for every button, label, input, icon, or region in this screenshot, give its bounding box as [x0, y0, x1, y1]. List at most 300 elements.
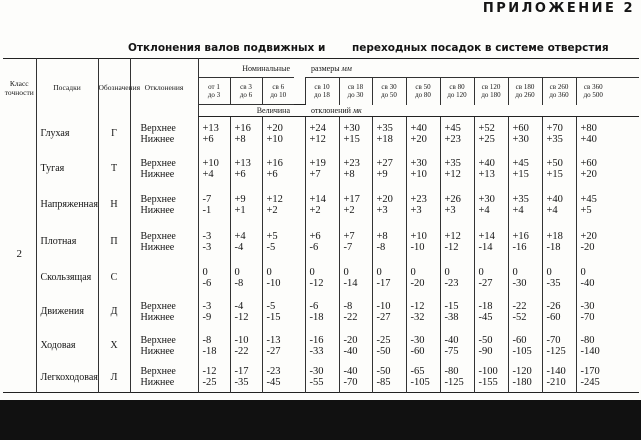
range-from: от 1 — [208, 83, 220, 91]
deviation-values — [262, 187, 294, 223]
lower-deviation: -35 — [234, 377, 249, 389]
upper-deviation: +13 — [202, 122, 219, 134]
deviation-values — [230, 329, 262, 363]
upper-deviation: +45 — [580, 193, 597, 205]
lower-deviation: -55 — [309, 377, 324, 389]
lower-deviation: -16 — [512, 241, 527, 253]
lower-deviation: -22 — [234, 345, 249, 357]
deviation-values — [339, 261, 372, 295]
deviation-values — [474, 151, 508, 187]
lower-deviation: -7 — [343, 241, 353, 253]
lower-deviation: -15 — [266, 311, 281, 323]
lower-deviation: -50 — [376, 345, 391, 357]
range-to: до 360 — [549, 91, 569, 100]
deviation-values — [230, 261, 262, 295]
deviation-values — [230, 295, 262, 329]
header-nominal-text: Номинальные — [242, 63, 290, 73]
lower-deviation: -10 — [410, 241, 425, 253]
deviations-table — [3, 58, 639, 393]
range-header — [576, 78, 610, 105]
upper-deviation: -80 — [444, 366, 459, 378]
deviation-lower-label: Нижнее — [140, 168, 175, 180]
deviation-values — [576, 329, 610, 363]
deviation-values — [339, 187, 372, 223]
deviation-upper-label: Верхнее — [140, 300, 176, 312]
range-to: до 120 — [447, 91, 467, 100]
lower-deviation: -27 — [478, 277, 493, 289]
upper-deviation: +60 — [580, 157, 597, 169]
range-header — [372, 78, 406, 105]
lower-deviation: +15 — [343, 133, 360, 145]
range-to: до 50 — [381, 91, 397, 100]
upper-deviation: +13 — [234, 157, 251, 169]
upper-deviation: -10 — [234, 334, 249, 346]
deviation-lower-label: Нижнее — [140, 241, 175, 253]
upper-deviation: +16 — [266, 157, 283, 169]
deviation-labels — [130, 187, 198, 223]
lower-deviation: -125 — [444, 377, 464, 389]
upper-deviation: -40 — [343, 366, 358, 378]
deviation-values — [198, 295, 230, 329]
lower-deviation: -14 — [478, 241, 493, 253]
deviation-values — [305, 223, 339, 261]
range-from: св 180 — [515, 83, 535, 92]
deviation-values — [474, 223, 508, 261]
upper-deviation: 0 — [580, 266, 586, 278]
deviation-values — [372, 223, 406, 261]
deviation-values — [576, 223, 610, 261]
deviation-values — [406, 261, 440, 295]
deviation-values — [262, 151, 294, 187]
deviation-lower-label: Нижнее — [140, 377, 175, 389]
deviation-values — [542, 261, 576, 295]
upper-deviation: -15 — [444, 300, 459, 312]
lower-deviation: -12 — [234, 311, 249, 323]
upper-deviation: 0 — [444, 266, 450, 278]
lower-deviation: -90 — [478, 345, 493, 357]
fit-name: Скользящая — [36, 261, 98, 295]
deviation-values — [542, 329, 576, 363]
lower-deviation: +6 — [202, 133, 214, 145]
upper-deviation: +80 — [580, 122, 597, 134]
fit-row — [3, 151, 639, 187]
lower-deviation: +12 — [309, 133, 326, 145]
lower-deviation: +4 — [546, 204, 558, 216]
lower-deviation: -14 — [343, 277, 358, 289]
range-to: до 30 — [347, 91, 364, 100]
deviation-values — [339, 223, 372, 261]
lower-deviation: +30 — [512, 133, 529, 145]
upper-deviation: +20 — [376, 193, 393, 205]
lower-deviation: -20 — [410, 277, 425, 289]
table-header — [3, 59, 639, 117]
deviation-values — [542, 151, 576, 187]
deviation-values — [440, 295, 474, 329]
lower-deviation: -5 — [266, 241, 276, 253]
upper-deviation: +10 — [410, 230, 427, 242]
lower-deviation: -105 — [410, 377, 430, 389]
range-header — [305, 78, 339, 105]
deviation-values — [198, 151, 230, 187]
deviation-values — [230, 363, 262, 393]
deviation-values — [230, 151, 262, 187]
deviation-values — [406, 363, 440, 393]
fit-symbol: Г — [98, 117, 130, 151]
deviation-values — [474, 187, 508, 223]
upper-deviation: -8 — [202, 334, 212, 346]
upper-deviation: -26 — [546, 300, 561, 312]
deviation-upper-label: Верхнее — [140, 157, 176, 169]
upper-deviation: 0 — [546, 266, 552, 278]
upper-deviation: -17 — [234, 366, 249, 378]
lower-deviation: +40 — [580, 133, 597, 145]
upper-deviation: +5 — [266, 230, 278, 242]
lower-deviation: -70 — [343, 377, 358, 389]
upper-deviation: -7 — [202, 193, 212, 205]
upper-deviation: -65 — [410, 366, 425, 378]
range-from: св 50 — [415, 83, 431, 92]
lower-deviation: -6 — [309, 241, 319, 253]
fit-row — [3, 223, 639, 261]
lower-deviation: -18 — [309, 311, 324, 323]
fit-symbol: П — [98, 223, 130, 261]
range-from: св 80 — [449, 83, 465, 92]
lower-deviation: -40 — [580, 277, 595, 289]
upper-deviation: +45 — [444, 122, 461, 134]
deviation-lower-label: Нижнее — [140, 345, 175, 357]
fit-symbol: С — [98, 261, 130, 295]
range-to: до 80 — [415, 91, 431, 100]
lower-deviation: +6 — [234, 168, 246, 180]
header-value-text: Величина — [256, 106, 290, 115]
lower-deviation: +2 — [309, 204, 321, 216]
lower-deviation: -18 — [546, 241, 561, 253]
upper-deviation: +24 — [309, 122, 326, 134]
header-mm: мм — [341, 63, 352, 73]
lower-deviation: -60 — [410, 345, 425, 357]
range-from: св 360 — [583, 83, 603, 92]
upper-deviation: 0 — [234, 266, 240, 278]
upper-deviation: +16 — [512, 230, 529, 242]
deviation-values — [542, 117, 576, 151]
lower-deviation: -17 — [376, 277, 391, 289]
deviation-upper-label: Верхнее — [140, 193, 176, 205]
upper-deviation: +35 — [376, 122, 393, 134]
lower-deviation: +3 — [410, 204, 422, 216]
range-from: св 260 — [549, 83, 569, 92]
upper-deviation: +17 — [343, 193, 360, 205]
upper-deviation: +14 — [309, 193, 326, 205]
upper-deviation: -20 — [343, 334, 358, 346]
lower-deviation: +12 — [444, 168, 461, 180]
deviation-values — [542, 295, 576, 329]
deviation-values — [262, 261, 294, 295]
deviation-values — [339, 363, 372, 393]
lower-deviation: -40 — [343, 345, 358, 357]
upper-deviation: +35 — [512, 193, 529, 205]
upper-deviation: 0 — [266, 266, 272, 278]
upper-deviation: +4 — [234, 230, 246, 242]
table-title-right: переходных посадок в системе отверстия — [352, 42, 609, 54]
deviation-values — [576, 295, 610, 329]
deviation-values — [372, 117, 406, 151]
range-header — [508, 78, 542, 105]
range-from: св 3 — [240, 83, 252, 91]
range-from: св 30 — [381, 83, 397, 92]
upper-deviation: +70 — [546, 122, 563, 134]
lower-deviation: +4 — [512, 204, 524, 216]
lower-deviation: -25 — [202, 377, 217, 389]
lower-deviation: +18 — [376, 133, 393, 145]
lower-deviation: -22 — [343, 311, 358, 323]
lower-deviation: -6 — [202, 277, 212, 289]
deviation-values — [440, 151, 474, 187]
header-mk: мк — [352, 105, 362, 115]
range-to: до 6 — [239, 91, 253, 99]
fit-symbol: Н — [98, 187, 130, 223]
range-to: до 10 — [270, 91, 287, 99]
upper-deviation: +23 — [410, 193, 427, 205]
range-from: св 10 — [314, 83, 330, 92]
lower-deviation: -33 — [309, 345, 324, 357]
upper-deviation: -12 — [202, 366, 217, 378]
deviation-labels — [130, 295, 198, 329]
appendix-label: ПРИЛОЖЕНИЕ 2 — [482, 1, 635, 16]
fit-symbol: Д — [98, 295, 130, 329]
deviation-values — [406, 223, 440, 261]
header-symbol: Обозначения — [98, 59, 130, 117]
scan-bottom-edge — [0, 400, 641, 440]
lower-deviation: -23 — [444, 277, 459, 289]
upper-deviation: -30 — [410, 334, 425, 346]
lower-deviation: -30 — [512, 277, 527, 289]
deviation-values — [372, 187, 406, 223]
deviation-upper-label: Верхнее — [140, 366, 176, 378]
upper-deviation: -30 — [309, 366, 324, 378]
deviation-values — [508, 363, 542, 393]
lower-deviation: -8 — [234, 277, 244, 289]
lower-deviation: +5 — [580, 204, 592, 216]
upper-deviation: +23 — [343, 157, 360, 169]
upper-deviation: +16 — [234, 122, 251, 134]
lower-deviation: -85 — [376, 377, 391, 389]
lower-deviation: -12 — [309, 277, 324, 289]
deviation-values — [305, 187, 339, 223]
upper-deviation: +30 — [478, 193, 495, 205]
deviation-values — [474, 363, 508, 393]
lower-deviation: +3 — [376, 204, 388, 216]
table-title-left: Отклонения валов подвижных и — [128, 42, 326, 54]
upper-deviation: 0 — [512, 266, 518, 278]
deviation-values — [198, 261, 230, 295]
header-sizes-text: размеры — [311, 63, 340, 73]
upper-deviation: -3 — [202, 230, 212, 242]
deviation-values — [440, 223, 474, 261]
deviation-values — [230, 223, 262, 261]
table-body — [3, 117, 639, 393]
lower-deviation: -155 — [478, 377, 498, 389]
lower-deviation: -20 — [580, 241, 595, 253]
upper-deviation: +27 — [376, 157, 393, 169]
lower-deviation: +10 — [266, 133, 283, 145]
deviation-values — [262, 223, 294, 261]
upper-deviation: -60 — [512, 334, 527, 346]
upper-deviation: +40 — [478, 157, 495, 169]
deviation-values — [262, 117, 294, 151]
upper-deviation: +52 — [478, 122, 495, 134]
header-nominal — [198, 59, 294, 78]
range-header — [198, 78, 230, 105]
deviation-values — [339, 329, 372, 363]
deviation-values — [508, 151, 542, 187]
lower-deviation: -60 — [546, 311, 561, 323]
deviation-labels — [130, 223, 198, 261]
deviation-values — [305, 363, 339, 393]
lower-deviation: +8 — [234, 133, 246, 145]
upper-deviation: +12 — [266, 193, 283, 205]
header-fit: Посадки — [36, 59, 98, 117]
deviation-values — [508, 295, 542, 329]
upper-deviation: 0 — [202, 266, 208, 278]
upper-deviation: -50 — [376, 366, 391, 378]
lower-deviation: +1 — [234, 204, 246, 216]
deviation-values — [230, 117, 262, 151]
upper-deviation: 0 — [376, 266, 382, 278]
fit-symbol: Х — [98, 329, 130, 363]
upper-deviation: -18 — [478, 300, 493, 312]
lower-deviation: -27 — [266, 345, 281, 357]
deviation-values — [576, 261, 610, 295]
deviation-values — [198, 363, 230, 393]
upper-deviation: -5 — [266, 300, 276, 312]
deviation-values — [576, 363, 610, 393]
upper-deviation: 0 — [343, 266, 349, 278]
deviation-values — [576, 117, 610, 151]
deviation-values — [406, 329, 440, 363]
lower-deviation: -210 — [546, 377, 566, 389]
lower-deviation: +15 — [546, 168, 563, 180]
lower-deviation: -12 — [444, 241, 459, 253]
lower-deviation: +25 — [478, 133, 495, 145]
upper-deviation: +35 — [444, 157, 461, 169]
lower-deviation: +10 — [410, 168, 427, 180]
lower-deviation: +9 — [376, 168, 388, 180]
deviation-values — [339, 151, 372, 187]
upper-deviation: +18 — [546, 230, 563, 242]
fit-name: Ходовая — [36, 329, 98, 363]
lower-deviation: +8 — [343, 168, 355, 180]
deviation-values — [262, 329, 294, 363]
upper-deviation: -120 — [512, 366, 532, 378]
deviation-values — [372, 151, 406, 187]
header-deviations-lower — [305, 105, 639, 117]
deviation-values — [576, 151, 610, 187]
lower-deviation: -52 — [512, 311, 527, 323]
deviation-values — [372, 295, 406, 329]
lower-deviation: +23 — [444, 133, 461, 145]
range-to: до 18 — [314, 91, 330, 100]
deviation-labels — [130, 261, 198, 295]
upper-deviation: -8 — [343, 300, 353, 312]
upper-deviation: +45 — [512, 157, 529, 169]
deviation-values — [339, 117, 372, 151]
upper-deviation: +20 — [266, 122, 283, 134]
range-from: св 6 — [272, 83, 285, 91]
fit-row — [3, 329, 639, 363]
upper-deviation: +14 — [478, 230, 495, 242]
deviation-values — [262, 363, 294, 393]
class-cell: 2 — [16, 248, 22, 261]
range-header — [542, 78, 576, 105]
header-deviations: Отклонения — [130, 59, 198, 117]
upper-deviation: -50 — [478, 334, 493, 346]
range-header — [440, 78, 474, 105]
lower-deviation: -38 — [444, 311, 459, 323]
lower-deviation: +2 — [343, 204, 355, 216]
upper-deviation: +9 — [234, 193, 246, 205]
deviation-values — [198, 329, 230, 363]
deviation-labels — [130, 363, 198, 393]
upper-deviation: +40 — [410, 122, 427, 134]
deviation-values — [508, 329, 542, 363]
deviation-values — [305, 261, 339, 295]
lower-deviation: +4 — [202, 168, 214, 180]
lower-deviation: -3 — [202, 241, 212, 253]
lower-deviation: +4 — [478, 204, 490, 216]
deviation-upper-label: Верхнее — [140, 334, 176, 346]
deviation-values — [406, 295, 440, 329]
lower-deviation: -45 — [266, 377, 281, 389]
deviation-values — [508, 223, 542, 261]
deviation-values — [508, 187, 542, 223]
fit-name: Глухая — [36, 117, 98, 151]
deviation-values — [198, 187, 230, 223]
deviation-lower-label: Нижнее — [140, 204, 175, 216]
upper-deviation: -6 — [309, 300, 319, 312]
upper-deviation: -80 — [580, 334, 595, 346]
deviation-values — [474, 117, 508, 151]
lower-deviation: -35 — [546, 277, 561, 289]
lower-deviation: +2 — [266, 204, 278, 216]
deviation-values — [440, 329, 474, 363]
upper-deviation: +30 — [343, 122, 360, 134]
lower-deviation: +20 — [410, 133, 427, 145]
range-header — [230, 78, 262, 105]
deviation-values — [372, 363, 406, 393]
upper-deviation: 0 — [410, 266, 416, 278]
deviation-values — [440, 117, 474, 151]
deviation-lower-label: Нижнее — [140, 311, 175, 323]
lower-deviation: -75 — [444, 345, 459, 357]
range-header — [474, 78, 508, 105]
deviation-labels — [130, 151, 198, 187]
upper-deviation: 0 — [309, 266, 315, 278]
deviation-values — [508, 261, 542, 295]
lower-deviation: +6 — [266, 168, 278, 180]
deviation-values — [542, 223, 576, 261]
lower-deviation: -10 — [266, 277, 281, 289]
upper-deviation: -25 — [376, 334, 391, 346]
deviation-values — [372, 261, 406, 295]
lower-deviation: -4 — [234, 241, 244, 253]
deviation-values — [406, 187, 440, 223]
upper-deviation: -30 — [580, 300, 595, 312]
upper-deviation: -170 — [580, 366, 600, 378]
upper-deviation: 0 — [478, 266, 484, 278]
upper-deviation: -100 — [478, 366, 498, 378]
range-to: до 260 — [515, 91, 535, 100]
deviation-labels — [130, 329, 198, 363]
